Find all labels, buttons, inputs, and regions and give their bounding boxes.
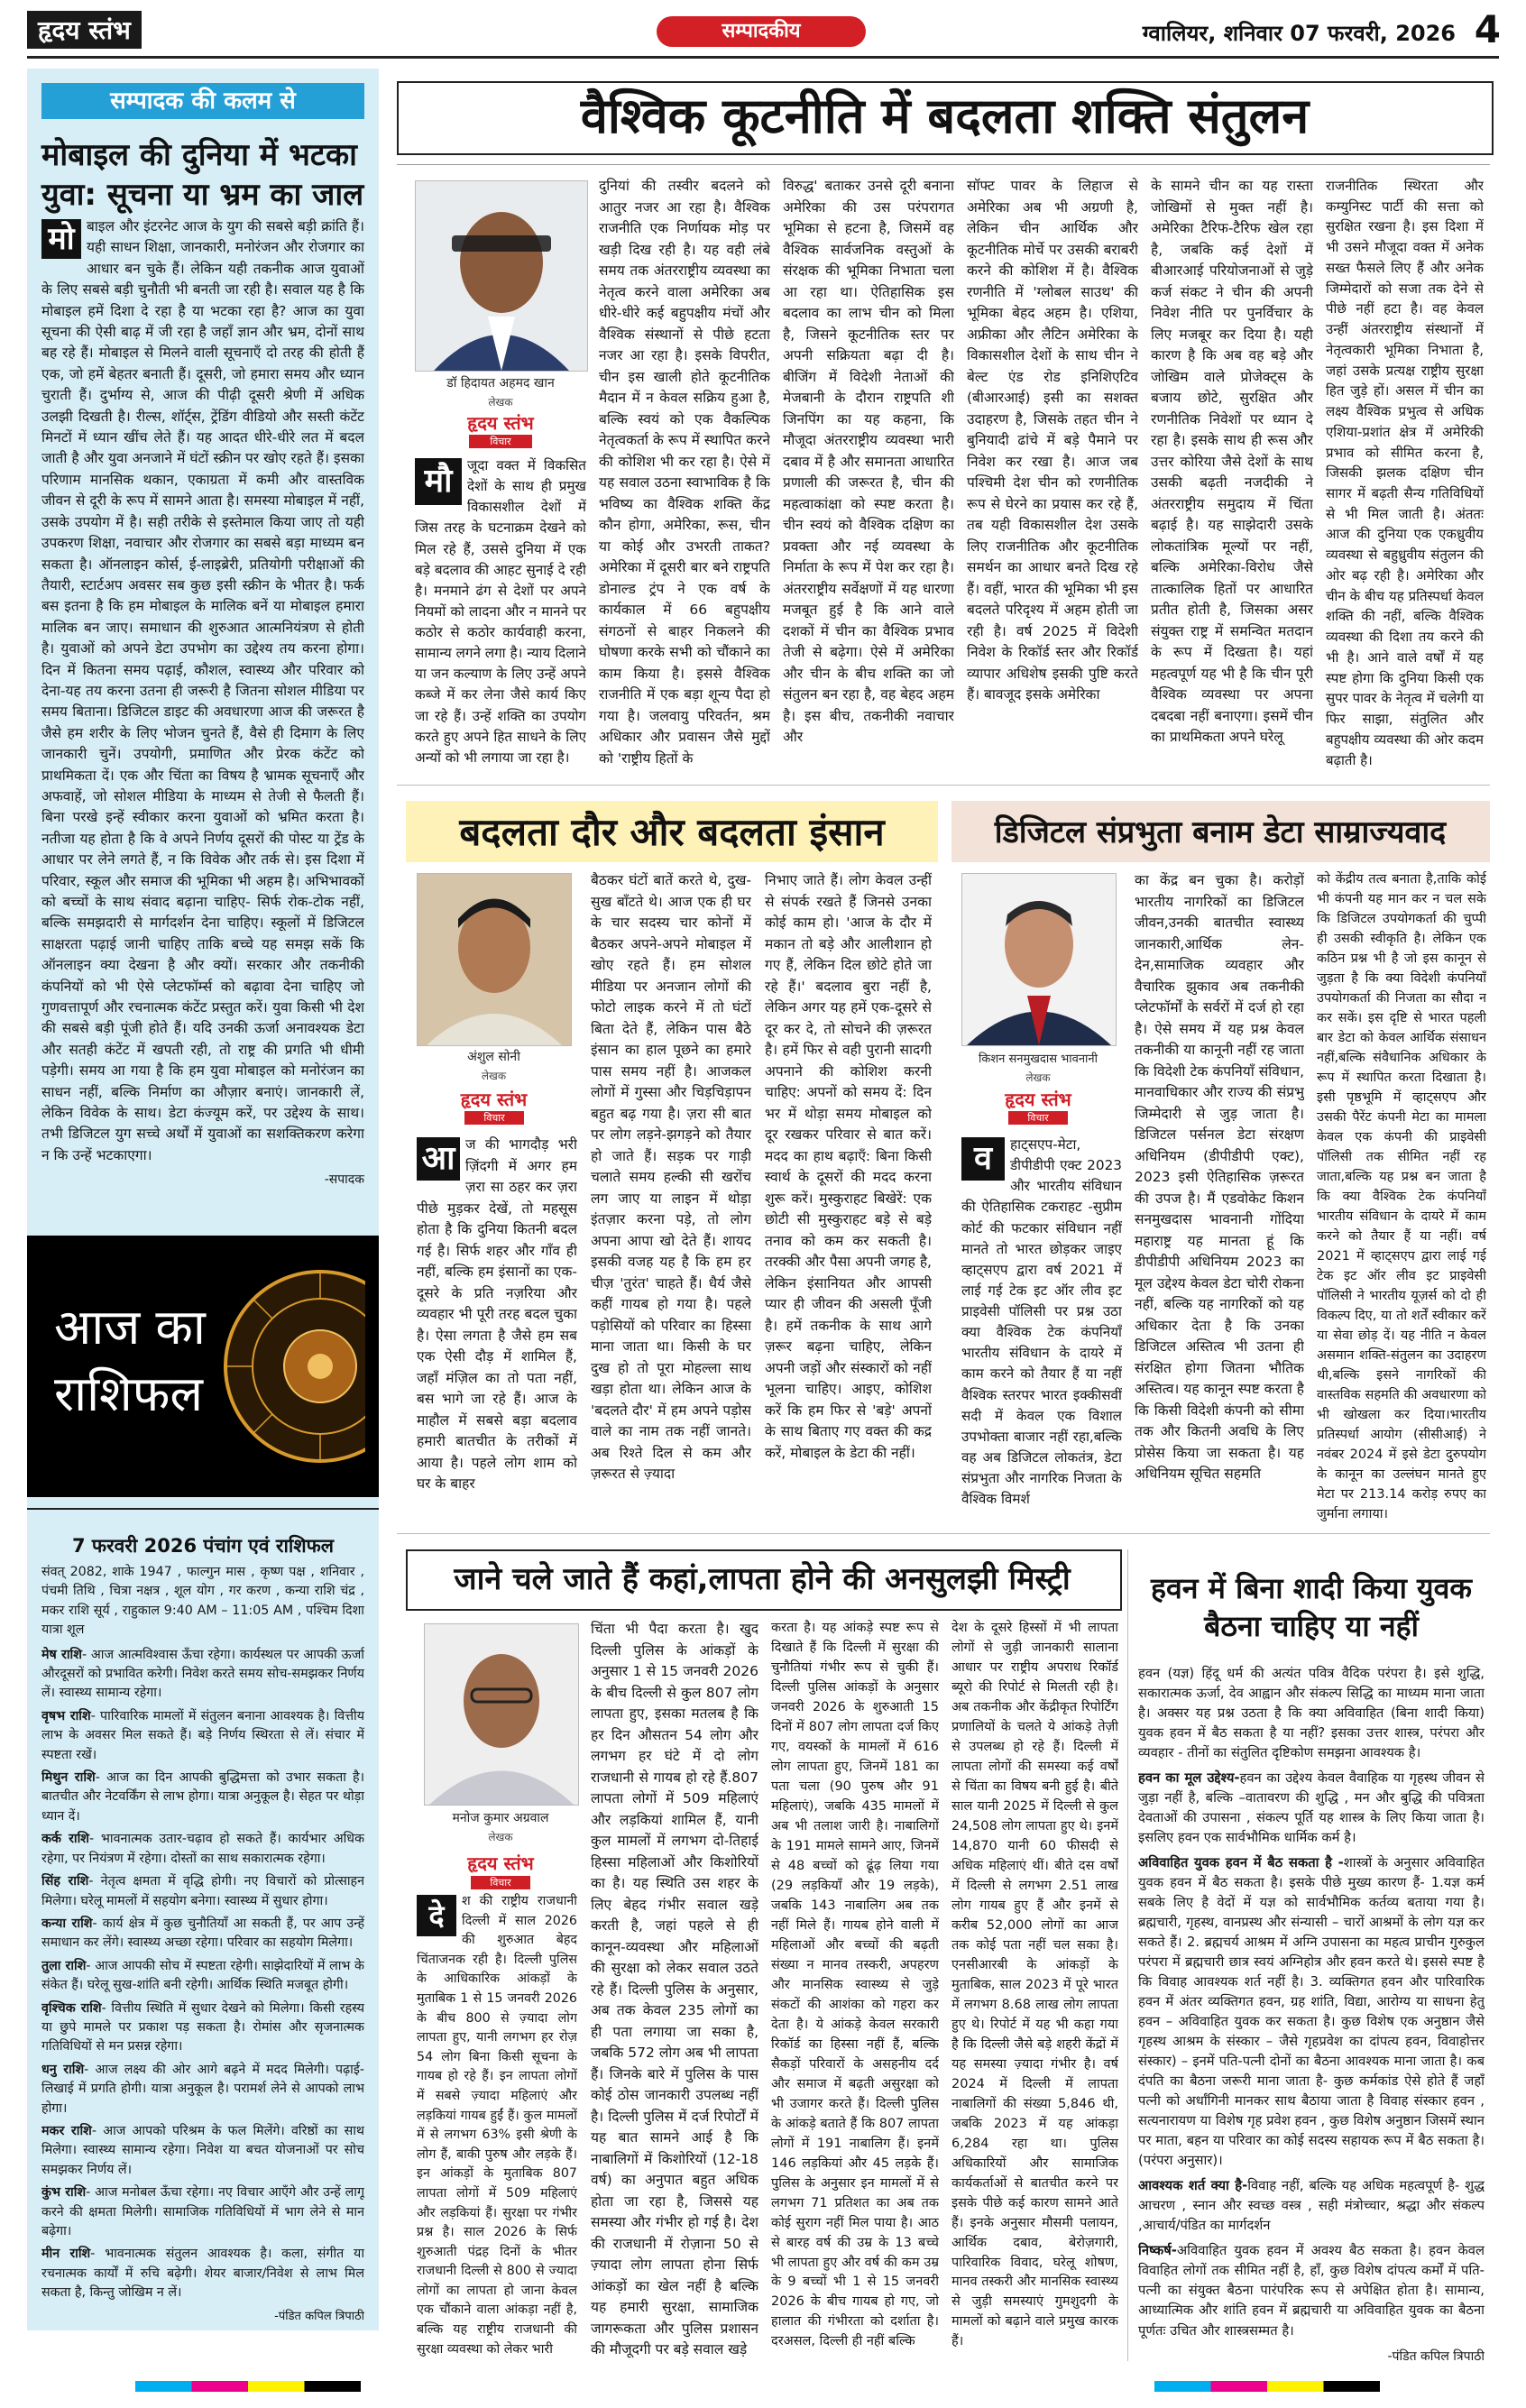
rashifal-list [41,1646,364,2303]
rashifal-sign-text: भावनात्मक संतुलन आवश्यक है। कला, संगीत या रचनात्मक कार्यों में रुचि बढ़ेगी। शेयर बाजार/निवेश से लाभ मिल सकता है, किन्तु जोखिम न लें। [41,2247,364,2301]
panchang-body [41,1563,364,2326]
sidebar-body [41,216,364,1191]
lead-column-2: दुनियां की तस्वीर बदलने को आतुर नजर आ रहा है। वैश्विक राजनीति एक निर्णायक मोड़ पर खड़ी दिख रही है। यह वही लंबे समय तक अंतरराष्ट्रीय व्यवस्था का नेतृत्व करने वाला अमेरिका अब धीरे-धीरे कई बहुपक्षीय मंचों और वैश्विक संस्थानों से पीछे हटता नजर आ रहा है। इसके विपरीत, चीन इस खाली होते कूटनीतिक मैदान में न केवल सक्रिय हुआ है, बल्कि स्वयं को एक वैकल्पिक नेतृत्वकर्ता के रूप में स्थापित करने की कोशिश भी कर रहा है। ऐसे में यह सवाल उठना स्वाभाविक है कि भविष्य का वैश्विक शक्ति केंद्र कौन होगा, अमेरिका, रूस, चीन या कोई और उभरती ताकत? अमेरिका में दूसरी बार बने राष्ट्रपति डोनाल्ड ट्रंप ने एक वर्ष के कार्यकाल में 66 बहुपक्षीय संगठनों से बाहर निकलने की घोषणा करके सभी को चौंकाने का काम किया है। इससे वैश्विक राजनीति में एक बड़ा शून्य पैदा हो गया है। जलवायु परिवर्तन, श्रम अधिकार और प्रवासन जैसे मुद्दों को 'राष्ट्रीय हितों के [599,178,770,767]
article5-intro: हवन (यज्ञ) हिंदू धर्म की अत्यंत पवित्र वैदिक परंपरा है। इसे शुद्धि, सकारात्मक ऊर्जा, देव आह्वान और संकल्प सिद्धि का माध्यम माना जाता है। अक्सर यह प्रश्न उठता है कि क्या अविवाहित (बिना शादी किया) युवक हवन में बैठ सकता है या नहीं? इसका उत्तर शास्त्र, परंपरा और व्यवहार - तीनों का संतुलित दृष्टिकोण समझना आवश्यक है। [1138,1666,1485,1761]
panchang-details: संवत् 2082, शाके 1947 , फाल्गुन मास , कृष्ण पक्ष , शनिवार , पंचमी तिथि , चित्रा नक्षत्र , शूल योग , गर करण , कन्या राशि चंद्र , मकर राशि सूर्य , राहुकाल 9:40 AM – 11:05 AM , पश्चिम दिशा यात्रा शूल [41,1565,364,1638]
rashifal-sign-text: पारिवारिक मामलों में संतुलन बनाना आवश्यक है। वित्तीय लाभ के अवसर मिल सकते हैं। बड़े निर्णय स्थिरता से लें। संचार में स्पष्टता रखें। [41,1708,364,1762]
article3-author-name: किशन सनमुखदास भावनानी [978,1052,1099,1066]
rashifal-sign-text: वित्तीय स्थिति में सुधार देखने को मिलेगा। किसी रहस्य या छुपे मामले पर प्रकाश पड़ सकता है। रोमांस और सृजनात्मक गतिविधियों से मन प्रसन्न रहेगा। [41,2000,364,2054]
rashifal-entry [41,1707,364,1765]
rashifal-entry [41,1872,364,1911]
sidebar-signoff: -सपादक [324,1172,364,1188]
article5-section [1138,2241,1485,2340]
article5-sections [1138,1769,1485,2340]
rashifal-sign-name: कन्या राशि [41,1916,93,1931]
rashifal-sign-name: मिथुन राशि [41,1770,96,1786]
rashifal-entry [41,2183,364,2241]
rashifal-sign-text: आज आपकी सोच में स्पष्टता रहेगी। साझेदारियों में लाभ के संकेत हैं। घरेलू सुख-शांति बनी रहेगी। आर्थिक स्थिति मजबूत होगी। [41,1958,364,1993]
registration-bar-right [1154,2381,1380,2392]
rashifal-signoff: -पंडित कपिल त्रिपाठी [274,2309,364,2323]
lead-column-4: सॉफ्ट पावर के लिहाज से अमेरिका अब भी अग्रणी है, लेकिन चीन आर्थिक और कूटनीतिक मोर्चे पर उसकी बराबरी करने की कोशिश में है। वैश्विक रणनीति में 'ग्लोबल साउथ' की भूमिका बेहद अहम है। एशिया, अफ्रीका और लैटिन अमेरिका के विकासशील देशों के साथ चीन ने बेल्ट एंड रोड इनिशिएटिव (बीआरआई) इसी का सशक्त उदाहरण है, जिसके तहत चीन ने बुनियादी ढांचे में बड़े पैमाने पर निवेश कर रखा है। आज जब पश्चिमी देश चीन को रणनीतिक रूप से घेरने का प्रयास कर रहे हैं, तब यही विकासशील देश उसके लिए राजनीतिक और कूटनीतिक समर्थन का आधार बनते दिख रहे हैं। वहीं, भारत की भूमिका भी इस बदलते परिदृश्य में अहम होती जा रही है। वर्ष 2025 में विदेशी निवेश के रिकॉर्ड स्तर और रिकॉर्ड व्यापार अधिशेष इसकी पुष्टि करते हैं। बावजूद इसके अमेरिका [967,178,1138,703]
author-portrait-icon [962,874,1116,1045]
article2-column-2: बैठकर घंटों बातें करते थे, दुख-सुख बाँटते थे। आज एक ही घर के चार सदस्य चार कोनों में बैठकर अपने-अपने मोबाइल में खोए रहते हैं। हम सोशल मीडिया पर अनजान लोगों की फोटो लाइक करने में तो घंटों बिता देते हैं, लेकिन पास बैठे इंसान का हाल पूछने का हमारे पास समय नहीं है। आजकल लोगों में गुस्सा और चिड़चिड़ापन बहुत बढ़ गया है। ज़रा सी बात पर लोग लड़ने-झगड़ने को तैयार हो जाते हैं। सड़क पर गाड़ी चलाते समय हल्की सी खरोंच लग जाए या लाइन में थोड़ा इंतज़ार करना पड़े, तो लोग अपना आपा खो देते हैं। शायद इसकी वजह यह है कि हम हर चीज़ 'तुरंत' चाहते हैं। धैर्य जैसे कहीं गायब हो गया है। पहले पड़ोसियों को परिवार का हिस्सा माना जाता था। किसी के घर दुख हो तो पूरा मोहल्ला साथ खड़ा होता था। लेकिन आज के 'बदलते दौर' में हम अपने पड़ोस वाले का नाम तक नहीं जानते। अब रिश्ते दिल से कम और ज़रूरत से ज़्यादा [591,872,751,1482]
article4-author-name: मनोज कुमार अग्रवाल [452,1811,549,1825]
article4-headline: जाने चले जाते हैं कहां,लापता होने की अनसुलझी मिस्ट्री [454,1561,1071,1597]
separator: - [88,1874,101,1889]
article4-column-3: करता है। यह आंकड़े स्पष्ट रूप से दिखाते हैं कि दिल्ली में सुरक्षा की चुनौतियां गंभीर रूप से चुकी हैं। दिल्ली पुलिस आंकड़ों के अनुसार जनवरी 2026 के शुरुआती 15 दिनों में 807 लोग लापता दर्ज किए गए, वयस्कों के मामलों में 616 लोग लापता हुए, जिनमें 181 का पता चला (90 पुरुष और 91 महिलाएं), जबकि 435 मामलों में अब भी तलाश जारी है। नाबालिगों के 191 मामले सामने आए, जिनमें से 48 बच्चों को ढूंढ़ लिया गया (29 लड़कियाँ और 19 लड़के), जबकि 143 नाबालिग अब तक नहीं मिले हैं। गायब होने वाली में महिलाओं और बच्चों की बढ़ती संख्या न मानव तस्करी, अपहरण और मानसिक स्वास्थ्य से जुड़े संकटों की आशंका को गहरा कर देता है। ये आंकड़े केवल सरकारी रिकॉर्ड का हिस्सा नहीं हैं, बल्कि सैकड़ों परिवारों के असहनीय दर्द और समाज में बढ़ती असुरक्षा को भी उजागर करते हैं। दिल्ली पुलिस के आंकड़े बताते हैं कि 807 लापता लोगों में 191 नाबालिग हैं। इनमें 146 लड़कियां और 45 लड़के हैं। पुलिस के अनुसार इन मामलों में से लगभग 71 प्रतिशत का अब तक कोई सुराग नहीं मिल पाया है। आठ से बारह वर्ष की उम्र के 13 बच्चे भी लापता हुए और वर्ष की कम उम्र के 9 बच्चों भी 1 से 15 जनवरी 2026 के बीच गायब हो गए, जो हालात की गंभीरता को दर्शाता है। दरअसल, दिल्ली ही नहीं बल्कि [771,1621,939,2349]
rashifal-banner-line1: आज का [54,1299,206,1356]
rashifal-sign-text: आज आपको परिश्रम के फल मिलेंगे। वरिष्ठों का साथ मिलेगा। स्वास्थ्य सामान्य रहेगा। निवेश या बचत योजनाओं पर सोच समझकर निर्णय लें। [41,2123,364,2177]
lead-rule [397,164,1490,165]
article2-column-1 [417,1135,577,1495]
page-number: 4 [1474,7,1501,51]
author-portrait-icon [425,1624,578,1805]
separator: - [86,2185,96,2201]
rashifal-sign-text: कार्य क्षेत्र में कुछ चुनौतियाँ आ सकती हैं, पर आप उन्हें समाधान कर लेंगे। स्वास्थ्य अच्छा रहेगा। परिवार का सहयोग मिलेगा। [41,1916,364,1951]
separator: - [81,1647,91,1662]
article5-section [1138,1853,1485,2171]
rashifal-sign-name: सिंह राशि [41,1874,89,1889]
separator: - [90,2247,106,2262]
article5-section-heading: निष्कर्ष- [1138,2243,1177,2259]
rashifal-banner-line2: राशिफल [54,1365,204,1422]
rashifal-entry [41,1999,364,2057]
article2-column-3: निभाए जाते हैं। लोग केवल उन्हीं से संपर्क रखते हैं जिनसे उनका कोई काम हो। 'आज के दौर में मकान तो बड़े और आलीशान हो गए हैं, लेकिन दिल छोटे होते जा रहे हैं।' बदलाव बुरा नहीं है, लेकिन अगर यह हमें एक-दूसरे से दूर कर दे, तो सोचने की ज़रूरत है। हमें फिर से वही पुरानी सादगी अपनाने की कोशिश करनी चाहिए: अपनों को समय दें: दिन भर में थोड़ा समय मोबाइल को दूर रखकर परिवार से बात करें। मदद का हाथ बढ़ाएँ: बिना किसी स्वार्थ के दूसरों की मदद करना शुरू करें। मुस्कुराहट बिखेरें: एक छोटी सी मुस्कुराहट बड़े से बड़े तनाव को कम कर सकती है। तरक्की और पैसा अपनी जगह है, लेकिन इंसानियत और आपसी प्यार ही जीवन की असली पूँजी है। हमें तकनीक के साथ आगे ज़रूर बढ़ना चाहिए, लेकिन अपनी जड़ों और संस्कारों को नहीं भूलना चाहिए। आइए, कोशिश करें कि हम फिर से 'बड़े' अपनों के साथ बिताए गए वक्त की कद्र करें, मोबाइल के डेटा की नहीं। [765,872,932,1461]
rashifal-entry [41,2122,364,2180]
lead-column-6: राजनीतिक स्थिरता और कम्युनिस्ट पार्टी की सत्ता को सुरक्षित रखना है। इस दिशा में भी उसने मौजूदा वक्त में अनेक सख्त फैसले लिए हैं और अनेक जिम्मेदारों को सजा तक देने से पीछे नहीं हटा है। वह केवल उन्हीं अंतरराष्ट्रीय संस्थानों में नेतृत्वकारी भूमिका निभाता है, जहां उसके प्रत्यक्ष राष्ट्रीय सुरक्षा हित जुड़े हों। असल में चीन का लक्ष्य वैश्विक प्रभुत्व से अधिक एशिया-प्रशांत क्षेत्र में अमेरिकी प्रभाव को सीमित करना है, जिसकी झलक दक्षिण चीन सागर में बढ़ती सैन्य गतिविधियों से भी मिल जाती है। अंततः आज की दुनिया एक एकध्रुवीय व्यवस्था से बहुध्रुवीय संतुलन की ओर बढ़ रही है। अमेरिका और चीन के बीच यह प्रतिस्पर्धा केवल शक्ति की नहीं, बल्कि वैश्विक व्यवस्था की दिशा तय करने की भी है। आने वाले वर्षों में यह स्पष्ट होगा कि दुनिया किसी एक सुपर पावर के नेतृत्व में चलेगी या फिर साझा, संतुलित और बहुपक्षीय व्यवस्था की ओर कदम बढ़ाती है। [1326,178,1484,768]
panchang-title: 7 फरवरी 2026 पंचांग एवं राशिफल [71,1535,335,1557]
column-divider [397,785,1490,786]
lead-column-1 [415,455,586,768]
article4-column-1 [417,1892,577,2359]
article3-brand-badge: हृदय स्तंभ [1005,1089,1071,1110]
article4-dropcap: दे [417,1895,456,1936]
article5-section-heading: अविवाहित युवक हवन में बैठ सकता है - [1138,1855,1344,1871]
article3-headline: डिजिटल संप्रभुता बनाम डेटा साम्राज्यवाद [994,814,1447,850]
article4-author-photo [424,1623,579,1806]
lead-brand-badge: हृदय स्तंभ [467,412,534,434]
article4-column-2: चिंता भी पैदा करता है। खुद दिल्ली पुलिस के आंकड़ों के अनुसार 1 से 15 जनवरी 2026 के बीच दिल्ली से कुल 807 लोग लापता हुए, इसका मतलब है कि हर दिन औसतन 54 लोग और लगभग हर घंटे में दो लोग राजधानी से गायब हो रहे हैं.807 लापता लोगों में 509 महिलाएं और लड़कियां शामिल हैं, यानी कुल मामलों में लगभग दो-तिहाई हिस्सा महिलाओं और किशोरियों का है। यह स्थिति उस शहर के लिए बेहद गंभीर सवाल खड़े करती है, जहां पहले से ही कानून-व्यवस्था और महिलाओं की सुरक्षा को लेकर सवाल उठते रहे हैं। दिल्ली पुलिस के अनुसार, अब तक केवल 235 लोगों का ही पता लगाया जा सका है, जबकि 572 लोग अब भी लापता हैं। जिनके बारे में पुलिस के पास कोई ठोस जानकारी उपलब्ध नहीं है। दिल्ली पुलिस में दर्ज रिपोर्टों में यह बात सामने आई है कि नाबालिगों में किशोरियों (12-18 वर्ष) का अनुपात बहुत अधिक होता जा रहा है, जिससे यह समस्या और गंभीर हो गई है। देश की राजधानी में रोज़ाना 50 से ज़्यादा लोग लापता होना सिर्फ आंकड़ों का खेल नहीं है बल्कि यह हमारी सुरक्षा, सामाजिक जागरूकता और पुलिस प्रशासन की मौजूदगी पर बड़े सवाल खड़े [591,1621,758,2357]
rashifal-sign-name: मीन राशि [41,2247,91,2262]
article5-section-text: विवाह नहीं, बल्कि यह अधिक महत्वपूर्ण है- शुद्ध आचरण , स्नान और स्वच्छ वस्त्र , सही मंत्रोच्चार, श्रद्धा और संकल्प ,आचार्य/पंडित का मार्गदर्शन [1138,2178,1485,2234]
article4-column-4: देश के दूसरे हिस्सों में भी लापता लोगों से जुड़ी जानकारी सालाना आधार पर राष्ट्रीय अपराध रिकॉर्ड ब्यूरो की रिपोर्ट से मिलती रही है। अब तकनीक और केंद्रीकृत रिपोर्टिंग प्रणालियों के चलते ये आंकड़े तेज़ी से उपलब्ध हो रहे हैं। दिल्ली में लापता लोगों की समस्या कई वर्षों से चिंता का विषय बनी हुई है। बीते साल यानी 2025 में दिल्ली से कुल 24,508 लोग लापता हुए थे। इनमें 14,870 यानी 60 फीसदी से अधिक महिलाएं थीं। बीते दस वर्षों में दिल्ली से लगभग 2.51 लाख लोग गायब हुए हैं और इनमें से करीब 52,000 लोगों का आज तक कोई पता नहीं चल सका है। एनसीआरबी के आंकड़ों के मुताबिक, साल 2023 में पूरे भारत में लगभग 8.68 लाख लोग लापता हुए थे। रिपोर्ट में यह भी कहा गया है कि दिल्ली जैसे बड़े शहरी केंद्रों में यह समस्या ज़्यादा गंभीर है। वर्ष 2024 में दिल्ली में लापता नाबालिगों की संख्या 5,846 थी, जबकि 2023 में यह आंकड़ा 6,284 रहा था। पुलिस अधिकारियों और सामाजिक कार्यकर्ताओं से बातचीत करने पर इसके पीछे कई कारण सामने आते हैं। इनके अनुसार मौसमी पलायन, आर्थिक दबाव, बेरोज़गारी, पारिवारिक विवाद, घरेलू शोषण, मानव तस्करी और मानसिक स्वास्थ्य से जुड़ी समस्याएं गुमशुदगी के मामलों को बढ़ाने वाले प्रमुख कारक हैं। [951,1621,1118,2349]
rashifal-sign-text: आज का दिन आपकी बुद्धिमत्ता को उभार सकता है। बातचीत और नेटवर्किंग से लाभ होगा। यात्रा अनुकूल है। सेहत पर थोड़ा ध्यान दें। [41,1770,364,1824]
rashifal-sign-text: नेतृत्व क्षमता में वृद्धि होगी। नए विचारों को प्रोत्साहन मिलेगा। घरेलू मामलों में सहयोग बनेगा। स्वास्थ्य में सुधार होगा। [41,1874,364,1908]
sidebar-body-text: बाइल और इंटरनेट आज के युग की सबसे बड़ी क्रांति हैं। यही साधन शिक्षा, जानकारी, मनोरंजन और रोजगार का आधार बन चुके हैं। लेकिन यही तकनीक आज युवाओं के लिए सबसे बड़ी चुनौती भी बनती जा रही है। सवाल यह है कि मोबाइल हमें दिशा दे रहा है या भटका रहा है? आज का युवा सूचना की ऐसी बाढ़ में जी रहा है जहाँ ज्ञान और भ्रम, दोनों साथ बह रहे हैं। मोबाइल से मिलने वाली सूचनाएँ दो तरह की होती हैं एक, जो हमें बेहतर बनाती हैं। दूसरी, जो हमारा समय और ध्यान चुराती हैं। दुर्भाग्य से, आज की पीढ़ी दूसरी श्रेणी में अधिक उलझी दिखती है। रील्स, शॉर्ट्स, ट्रेंडिंग वीडियो और सस्ती कंटेंट मिनटों में ध्यान खींच लेते हैं। यह आदत धीरे-धीरे लत में बदल जाती है और युवा अनजाने में घंटों स्क्रीन पर खोए रहते हैं। इसका परिणाम मानसिक थकान, एकाग्रता में कमी और वास्तविक जीवन से दूरी के रूप में सामने आता है। समस्या मोबाइल में नहीं, उसके उपयोग में है। सही तरीके से इस्तेमाल किया जाए तो यही उपकरण शिक्षा, नवाचार और रोजगार का सबसे बड़ा माध्यम बन सकता है। ऑनलाइन कोर्स, ई-लाइब्रेरी, प्रतियोगी परीक्षाओं की तैयारी, स्टार्टअप अवसर सब कुछ इसी स्क्रीन के भीतर है। फर्क बस इतना है कि हम मोबाइल के मालिक बनें या मोबाइल हमारा मालिक बन जाए। समाधान की शुरुआत आत्मनियंत्रण से होती है। युवाओं को अपने डेटा उपभोग का उद्देश्य तय करना होगा। दिन में कितना समय पढ़ाई, कौशल, स्वास्थ्य और परिवार को देना-यह तय करना उतना ही जरूरी है जितना सोशल मीडिया पर समय बिताना। डिजिटल डाइट की अवधारणा आज की जरूरत है जैसे हम शरीर के लिए भोजन चुनते हैं, वैसे ही दिमाग के लिए जानकारी चुनें। उपयोगी, प्रमाणित और प्रेरक कंटेंट को प्राथमिकता दें। एक और चिंता का विषय है भ्रामक सूचनाएँ और अफवाहें, जो सोशल मीडिया के माध्यम से तेजी से फैलती हैं। बिना परखे इन्हें स्वीकार करना युवाओं को भ्रमित करता है। नतीजा यह होता है कि वे अपने निर्णय दूसरों की पोस्ट या ट्रेंड के आधार पर लेने लगते हैं, न कि विवेक और तर्क से। इस दिशा में परिवार, स्कूल और समाज की भूमिका भी अहम है। अभिभावकों को बच्चों के साथ संवाद बढ़ाना चाहिए- सिर्फ रोक-टोक नहीं, बल्कि समझदारी से मार्गदर्शन देना चाहिए। स्कूलों में डिजिटल साक्षरता पढ़ाई जानी चाहिए ताकि बच्चे यह समझ सकें कि ऑनलाइन क्या देखना है और क्यों। सरकार और तकनीकी कंपनियों को भी ऐसे प्लेटफॉर्म्स को बढ़ावा देना चाहिए जो गुणवत्तापूर्ण और रचनात्मक कंटेंट प्रस्तुत करें। युवा किसी भी देश की सबसे बड़ी पूंजी होते हैं। यदि उनकी ऊर्जा अनावश्यक डेटा और सतही कंटेंट में खपती रही, तो राष्ट्र की प्रगति भी धीमी पड़ेगी। समय आ गया है कि हम युवा मोबाइल को मनोरंजन का साधन नहीं, बल्कि निर्माण का औज़ार बनाएं। जानकारी लें, लेकिन विवेक के साथ। डेटा कंज्यूम करें, पर उद्देश्य के साथ। तभी डिजिटल युग सच्चे अर्थों में युवाओं का सशक्तिकरण करेगा न कि उन्हें भटकाएगा। [41,218,364,1163]
article5-section-text: अविवाहित युवक हवन में अवश्य बैठ सकता है। हवन केवल विवाहित लोगों तक सीमित नहीं है, हाँ, कुछ विशेष दांपत्य कर्मों में पति-पत्नी का संयुक्त बैठना पारंपरिक रूप से अपेक्षित होता है। सामान्य, आध्यात्मिक और शांति हवन में ब्रह्मचारी या अविवाहित युवक का बैठना पूर्णतः उचित और शास्त्रसम्मत है। [1138,2243,1485,2339]
rashifal-sign-name: वृश्चिक राशि [41,2000,102,2016]
rashifal-entry [41,1915,364,1953]
registration-bar-left [135,2381,361,2392]
separator: - [92,1916,103,1931]
lead-col1-text: जूदा वक्त में विकसित देशों के साथ ही प्रमुख विकासशील देशों में जिस तरह के घटनाक्रम देखने को मिल रहे हैं, उससे दुनिया में एक बड़े बदलाव की आहट सुनाई दे रही है। मनमाने ढंग से देशों पर अपने नियमों को लादना और न मानने पर कठोर से कठोर कार्यवाही करना, सामान्य लगने लगा है। न्याय दिलाने या जन कल्याण के लिए उन्हें अपने कब्जे में कर लेना जैसे कार्य किए जा रहे हैं। उन्हें शक्ति का उपयोग करते हुए अपने हित साधने के लिए अन्यों को भी लगाया जा रहा है। [415,457,586,766]
article5-section-text: हवन का उद्देश्य केवल वैवाहिक या गृहस्थ जीवन से जुड़ा नहीं है, बल्कि –वातावरण की शुद्धि , मन और बुद्धि की पवित्रता देवताओं की उपासना , संकल्प पूर्ति यह शास्त्र के लिए किया जाता है। इसलिए हवन एक सार्वभौमिक धार्मिक कर्म है। [1138,1770,1485,1846]
article3-author-photo [961,873,1117,1046]
article5-section [1138,1769,1485,1848]
rashifal-sign-text: आज मनोबल ऊँचा रहेगा। नए विचार आएँगे और उन्हें लागू करने की क्षमता मिलेगी। सामाजिक गतिविधियों में भाग लेने से मान बढ़ेगा। [41,2185,364,2238]
rashifal-sign-text: आज आत्मविश्वास ऊँचा रहेगा। कार्यस्थल पर आपकी ऊर्जा औरदूसरों को प्रभावित करेगी। निवेश करते समय सोच-समझकर निर्णय लें। स्वास्थ्य सामान्य रहेगा। [41,1647,364,1701]
rashifal-entry [41,1830,364,1869]
article2-col1-text: ज की भागदौड़ भरी ज़िंदगी में अगर हम ज़रा सा ठहर कर ज़रा पीछे मुड़कर देखें, तो महसूस होता है कि दुनिया कितनी बदल गई है। सिर्फ शहर और गाँव ही नहीं, बल्कि हम इंसानों का एक-दूसरे के प्रति नज़रिया और व्यवहार भी पूरी तरह बदल चुका है। ऐसा लगता है जैसे हम सब एक ऐसी दौड़ में शामिल हैं, जहाँ मंज़िल का तो पता नहीं, बस भागे जा रहे हैं। आज के माहौल में सबसे बड़ा बदलाव हमारी बातचीत के तरीकों में आया है। पहले लोग शाम को घर के बाहर [417,1136,577,1492]
article5-section [1138,2176,1485,2236]
lead-author-photo [415,180,588,372]
sidebar-title: मोबाइल की दुनिया में भटका युवा: सूचना या भ्रम का जाल [41,137,364,213]
article3-brand-sub: विचार [1008,1111,1068,1125]
lead-dropcap: मौ [415,458,462,505]
sidebar-dropcap: मो [41,219,81,259]
dateline: ग्वालियर, शनिवार 07 फरवरी, 2026 [1142,21,1456,46]
lead-column-3: विरुद्ध' बताकर उनसे दूरी बनाना अमेरिका की उस परंपरागत भूमिका से हटना है, जिसमें वह वैश्विक सार्वजनिक वस्तुओं के संरक्षक की भूमिका निभाता चला आ रहा था। ऐतिहासिक इस बदलाव का लाभ चीन को मिला है, जिसने कूटनीतिक स्तर पर अपनी सक्रियता बढ़ा दी है। बीजिंग में विदेशी नेताओं की मेजबानी के दौरान राष्ट्रपति शी जिनपिंग का यह कहना, कि मौजूदा अंतरराष्ट्रीय व्यवस्था भारी दबाव में है और समानता आधारित प्रणाली की जरूरत है, चीन की महत्वाकांक्षा को स्पष्ट करता है। चीन स्वयं को वैश्विक दक्षिण का प्रवक्ता और नई व्यवस्था के निर्माता के रूप में पेश कर रहा है। अंतरराष्ट्रीय सर्वेक्षणों में यह धारणा मजबूत हुई है कि आने वाले दशकों में चीन का वैश्विक प्रभाव तेजी से बढ़ेगा। ऐसे में अमेरिका और चीन के बीच शक्ति का जो संतुलन बन रहा है, वह बेहद अहम है। इस बीच, तकनीकी नवाचार और [783,178,954,745]
rashifal-sign-name: मकर राशि [41,2123,92,2138]
rashifal-entry [41,1957,364,1996]
rashifal-sign-text: भावनात्मक उतार-चढ़ाव हो सकते हैं। कार्यभार अधिक रहेगा, पर नियंत्रण में रहेगा। दोस्तों का साथ सकारात्मक रहेगा। [41,1832,364,1866]
rashifal-sign-name: तुला राशि [41,1958,87,1973]
sidebar-header: सम्पादक की कलम से [41,83,364,119]
column-divider [397,1533,1490,1534]
zodiac-wheel-icon [221,1249,365,1484]
article2-author-photo [417,873,572,1046]
rashifal-entry [41,1646,364,1704]
article3-author-role: लेखक [1025,1071,1051,1084]
separator: - [95,1770,106,1786]
rashifal-banner-text [54,1294,206,1428]
article2-author-name: अंशुल सोनी [467,1050,520,1064]
lead-headline: वैश्विक कूटनीति में बदलता शक्ति संतुलन [580,87,1310,144]
article2-headline: बदलता दौर और बदलता इंसान [459,810,885,854]
article4-brand-sub: विचार [471,1876,530,1889]
lead-brand-sub: विचार [469,435,532,448]
separator: - [88,1832,101,1847]
article4-col1-text: श की राष्ट्रीय राजधानी दिल्ली में साल 2026 की शुरुआत बेहद चिंताजनक रही है। दिल्ली पुलिस के आधिकारिक आंकड़ों के मुताबिक 1 से 15 जनवरी 2026 के बीच 800 से ज़्यादा लोग लापता हुए, यानी लगभग हर रोज़ 54 लोग बिना किसी सूचना के गायब हो रहे हैं। इन लापता लोगों में सबसे ज़्यादा महिलाएं और लड़कियां गायब हुईं हैं। कुल मामलों में से लगभग 63% इसी श्रेणी के लोग हैं, बाकी पुरुष और लड़के हैं। इन आंकड़ों के मुताबिक 807 लापता लोगों में 509 महिलाएं और लड़कियां हैं। सुरक्षा पर गंभीर प्रश्न है। साल 2026 के सिर्फ शुरुआती पंद्रह दिनों के भीतर राजधानी दिल्ली से 800 से ज्यादा लोगों का लापता हो जाना केवल एक चौंकाने वाला आंकड़ा नहीं है, बल्कि यह राष्ट्रीय राजधानी की सुरक्षा व्यवस्था को लेकर भारी [417,1894,577,2357]
article5-section-heading: हवन का मूल उद्देश्य- [1138,1770,1240,1787]
article2-dropcap: आ [417,1137,460,1181]
separator: - [91,2123,104,2138]
article5-section-text: शास्त्रों के अनुसार अविवाहित युवक हवन में बैठ सकता है। इसके पीछे मुख्य कारण हैं- 1.यज्ञ कर्म सबके लिए है वेदों में यज्ञ को सार्वभौमिक कर्तव्य बताया गया है। ब्रह्मचारी, गृहस्थ, वानप्रस्थ और संन्यासी – चारों आश्रमों के लोग यज्ञ कर सकते हैं। 2. ब्रह्मचर्य आश्रम में अग्नि उपासना का महत्व प्राचीन गुरुकुल परंपरा में ब्रह्मचारी छात्र स्वयं अग्निहोत्र और हवन करते थे। इससे स्पष्ट है कि विवाह आवश्यक शर्त नहीं है। 3. व्यक्तिगत हवन और पारिवारिक हवन में अंतर व्यक्तिगत हवन, ग्रह शांति, विद्या, आरोग्य या साधना हेतु हवन – अविवाहित युवक कर सकता है। कुछ विशेष एक अनुष्ठान जैसे गृहस्थ आश्रम के संस्कार – जैसे गृहप्रवेश का दांपत्य हवन, विवाहोत्तर संस्कार) – इनमें पति-पत्नी दोनों का बैठना आवश्यक माना जाता है। कब दंपति का बैठना जरूरी माना जाता है- कुछ कर्मकांड ऐसे होते हैं जहाँ पत्नी को अर्धांगिनी मानकर साथ बैठाया जाता है विवाह संस्कार हवन , सत्यनारायण या विशेष गृह प्रवेश हवन , कुछ विशेष अनुष्ठान जिसमें स्थान पर माता, बहन या परिवार का कोई सदस्य सहायक रूप में बैठ सकता है। (परंपरा अनुसार)। [1138,1855,1485,2169]
rashifal-sign-name: वृषभ राशि [41,1708,91,1723]
masthead [0,0,1526,52]
rashifal-entry [41,2061,364,2118]
brand-logo: हृदय स्तंभ [27,11,142,49]
article3-column-2: का केंद्र बन चुका है। करोड़ों भारतीय नागरिकों का डिजिटल जीवन,उनकी बातचीत स्वास्थ्य जानकारी,आर्थिक लेन-देन,सामाजिक व्यवहार और वैचारिक झुकाव अब तकनीकी प्लेटफॉर्मों के सर्वरों में दर्ज हो रहा है। ऐसे समय में यह प्रश्न केवल तकनीकी या कानूनी नहीं रह जाता कि विदेशी टेक कंपनियाँ संविधान, मानवाधिकार और राज्य की संप्रभु जिम्मेदारी से जुड़ जाता है। डिजिटल पर्सनल डेटा संरक्षण अधिनियम (डीपीडीपी एक्ट), 2023 इसी ऐतिहासिक ज़रूरत की उपज है। मैं एडवोकेट किशन सनमुखदास भावनानी गोंदिया महाराष्ट्र यह मानता हूं कि डीपीडीपी अधिनियम 2023 का मूल उद्देश्य केवल डेटा चोरी रोकना नहीं, बल्कि यह नागरिकों को यह अधिकार देता है कि उनका डिजिटल अस्तित्व भी उतना ही संरक्षित होगा जितना भौतिक अस्तित्व। यह कानून स्पष्ट करता है कि किसी विदेशी कंपनी को सीमा तक और कितनी अवधि के लिए प्रोसेस किया जा सकता है। यह अधिनियम सूचित सहमति [1135,872,1304,1482]
lead-column-5: के सामने चीन का यह रास्ता जोखिमों से मुक्त नहीं है। अमेरिका टैरिफ-टैरिफ खेल रहा है, जबकि कई देशों में बीआरआई परियोजनाओं से जुड़े कर्ज संकट ने चीन की अपनी निवेश नीति पर पुनर्विचार के लिए मजबूर कर दिया है। यही कारण है कि अब वह बड़े और जोखिम वाले प्रोजेक्ट्स के बजाय छोटे, सुरक्षित और रणनीतिक निवेशों पर ध्यान दे रहा है। इसके साथ ही रूस और उत्तर कोरिया जैसे देशों के साथ उसकी बढ़ती नजदीकी ने अंतरराष्ट्रीय समुदाय में चिंता बढ़ाई है। यह साझेदारी उसके लोकतांत्रिक मूल्यों पर नहीं, बल्कि अमेरिका-विरोध जैसे तात्कालिक हितों पर आधारित प्रतीत होती है, जिसका असर संयुक्त राष्ट्र में समन्वित मतदान के रूप में दिखता है। यहां महत्वपूर्ण यह भी है कि चीन पूरी वैश्विक व्यवस्था पर अपना दबदबा नहीं बनाएगा। इसमें चीन का प्राथमिकता अपने घरेलू [1151,178,1313,745]
rashifal-sign-name: धनु राशि [41,2062,85,2077]
separator: - [90,1708,101,1723]
rashifal-sign-name: कर्क राशि [41,1832,89,1847]
article3-dropcap: व [961,1137,1005,1181]
rashifal-sign-name: मेष राशि [41,1647,82,1662]
section-label: सम्पादकीय [657,16,866,47]
author-portrait-icon [418,874,571,1045]
rashifal-entry [41,1769,364,1826]
separator: - [84,2062,96,2077]
article5-body [1138,1664,1485,2367]
separator: - [86,1958,96,1973]
article4-author-role: लेखक [488,1831,513,1843]
rashifal-sign-name: कुंभ राशि [41,2185,87,2201]
article2-author-role: लेखक [481,1070,507,1082]
rashifal-sign-text: आज लक्ष्य की ओर आगे बढ़ने में मदद मिलेगी। पढ़ाई-लिखाई में प्रगति होगी। यात्रा अनुकूल है। परामर्श लेने से आपको लाभ होगा। [41,2062,364,2116]
article2-brand-badge: हृदय स्तंभ [460,1089,528,1110]
article5-section-heading: आवश्यक शर्त क्या है- [1138,2178,1248,2194]
lead-author-role: लेखक [488,396,513,409]
rashifal-entry [41,2245,364,2302]
article5-headline: हवन में बिना शादी किया युवक बैठना चाहिए या नहीं [1151,1571,1472,1643]
author-portrait-icon [416,181,587,371]
article3-column-3: को केंद्रीय तत्व बनाता है,ताकि कोई भी कंपनी यह मान कर न चल सके कि डिजिटल उपयोगकर्ता की चुप्पी ही उसकी स्वीकृति है। लेकिन एक कठिन प्रश्न भी है जो इस कानून से जुड़ता है कि क्या विदेशी कंपनियाँ उपयोगकर्ता की निजता का सौदा न कर सकें। इस दृष्टि से भारत पहली बार डेटा को केवल आर्थिक संसाधन नहीं,बल्कि संवैधानिक अधिकार के रूप में स्थापित करता दिखाता है। इसी पृष्ठभूमि में व्हाट्सएप और उसकी पैरेंट कंपनी मेटा का मामला केवल एक कंपनी की प्राइवेसी पॉलिसी तक सीमित नहीं रह जाता,बल्कि यह प्रश्न बन जाता है कि क्या वैश्विक टेक कंपनियाँ भारतीय संविधान के दायरे में काम करने को तैयार हैं या नहीं। वर्ष 2021 में व्हाट्सएप द्वारा लाई गई टेक इट ऑर लीव इट प्राइवेसी पॉलिसी ने भारतीय यूज़र्स को दो ही विकल्प दिए, या तो शर्तें स्वीकार करें या सेवा छोड़ दें। यह नीति न केवल असमान शक्ति-संतुलन का उदाहरण थी,बल्कि इसने नागरिकों की वास्तविक सहमति की अवधारणा को भी खोखला कर दिया।भारतीय प्रतिस्पर्धा आयोग (सीसीआई) ने नवंबर 2024 में इसे डेटा दुरुपयोग के कानून का उल्लंघन मानते हुए मेटा पर 213.14 करोड़ रुपए का जुर्माना लगाया। [1317,872,1486,1521]
column-divider [1127,1549,1128,2361]
separator: - [101,2000,112,2016]
article3-col1-text: हाट्सएप-मेटा, डीपीडीपी एक्ट 2023 और भारतीय संविधान की ऐतिहासिक टकराहट -सुप्रीम कोर्ट की फटकार संविधान नहीं मानते तो भारत छोड़कर जाइए व्हाट्सएप द्वारा वर्ष 2021 में लाई गई टेक इट ऑर लीव इट प्राइवेसी पॉलिसी पर प्रश्न उठा क्या वैश्विक टेक कंपनियाँ भारतीय संविधान के दायरे में काम करने को तैयार हैं या नहीं वैश्विक स्तरपर भारत इक्कीसवीं सदी में केवल एक विशाल उपभोक्ता बाजार नहीं रहा,बल्कि वह अब डिजिटल लोकतंत्र, डेटा संप्रभुता और नागरिक निजता के वैश्विक विमर्श [961,1136,1122,1508]
article4-brand-badge: हृदय स्तंभ [467,1852,534,1874]
panchang-rule-top [27,1508,379,1510]
masthead-rule [27,56,1499,59]
article5-signoff: -पंडित कपिल त्रिपाठी [1387,2348,1485,2364]
article2-brand-sub: विचार [464,1111,524,1125]
lead-author-name: डॉ हिदायत अहमद खान [446,376,555,391]
article3-column-1 [961,1135,1122,1510]
